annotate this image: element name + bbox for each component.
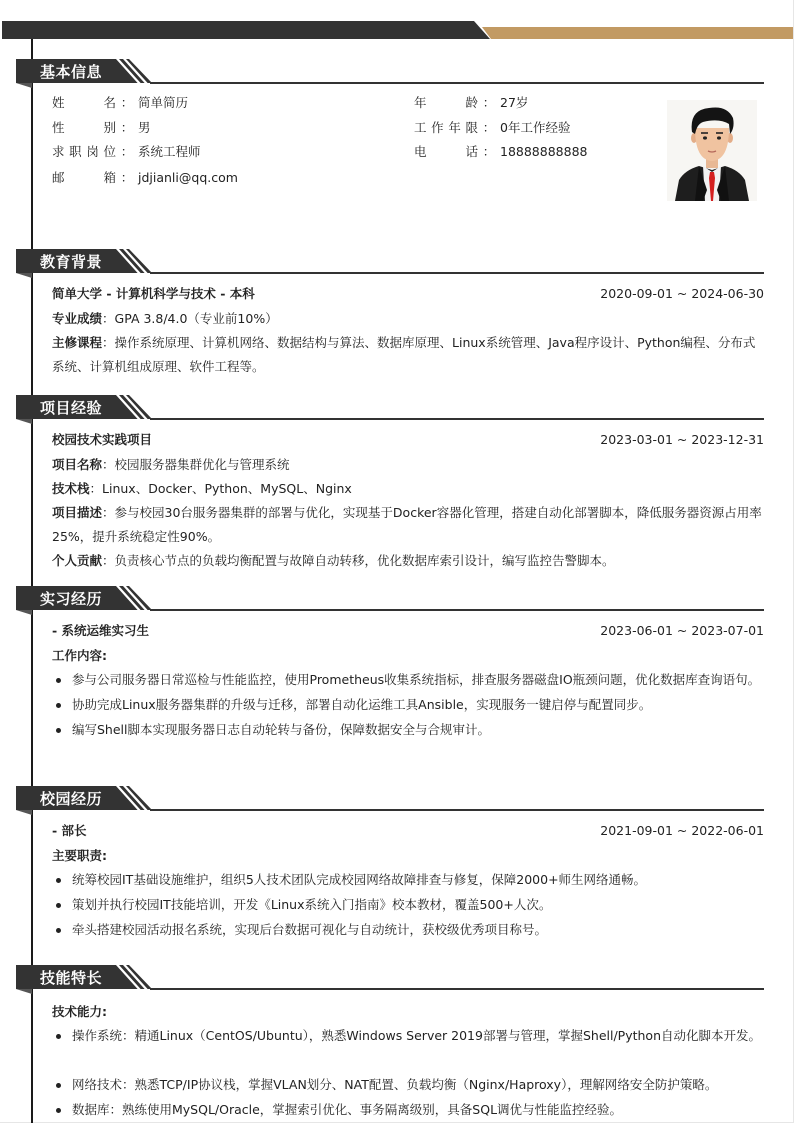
section-header bbox=[16, 249, 764, 278]
sub-label: 工作内容: bbox=[52, 647, 107, 663]
project-name: 校园技术实践项目 bbox=[52, 432, 153, 447]
sub-label: 主要职责: bbox=[52, 847, 107, 863]
date-range: 2023-06-01 ~ 2023-07-01 bbox=[600, 623, 764, 638]
section-title: 教育背景 bbox=[40, 253, 103, 271]
fold-decoration bbox=[16, 610, 32, 615]
project-field: 项目描述：参与校园30台服务器集群的部署与优化，实现基于Docker容器化管理，搭建自动化部署脚本，降低服务器资源占用率25%，提升系统稳定性90%。 bbox=[52, 504, 762, 544]
internship-content bbox=[16, 619, 764, 742]
info-phone: 电 话 ： 18888888888 bbox=[414, 140, 587, 164]
fold-decoration bbox=[16, 989, 32, 994]
project-field: 个人贡献：负责核心节点的负载均衡配置与故障自动转移，优化数据库索引设计，编写监控告警脚本。 bbox=[52, 552, 615, 568]
date-range: 2021-09-01 ~ 2022-06-01 bbox=[600, 823, 764, 838]
internship-header-row bbox=[52, 619, 764, 644]
project-field: 项目名称：校园服务器集群优化与管理系统 bbox=[52, 456, 290, 472]
section-rule bbox=[150, 809, 764, 811]
list-item: 统筹校园IT基础设施维护，组织5人技术团队完成校园网络故障排查与修复，保障2000+师生网络通畅。 bbox=[52, 868, 764, 892]
section-header bbox=[16, 965, 764, 994]
internship-list bbox=[52, 668, 764, 742]
fold-decoration bbox=[16, 83, 32, 88]
avatar-photo bbox=[667, 100, 757, 201]
section-rule bbox=[150, 82, 764, 84]
campus-role: - 部长 bbox=[52, 823, 87, 838]
project-header-row bbox=[52, 428, 764, 453]
section-header bbox=[16, 786, 764, 815]
section-title: 项目经验 bbox=[40, 399, 103, 417]
section-campus bbox=[16, 786, 764, 943]
skills-content bbox=[16, 1000, 764, 1122]
left-vertical-rule bbox=[31, 39, 33, 1123]
section-rule bbox=[150, 988, 764, 990]
info-value: 系统工程师 bbox=[138, 144, 201, 159]
sub-label: 技术能力: bbox=[52, 1004, 107, 1019]
campus-content bbox=[16, 819, 764, 942]
info-experience: 工 作 年 限 ： 0年工作经验 bbox=[414, 116, 570, 140]
list-item: 数据库：熟练使用MySQL/Oracle，掌握索引优化、事务隔离级别，具备SQL调优与性能监控经验。 bbox=[52, 1098, 764, 1122]
skills-list bbox=[52, 1024, 764, 1122]
campus-list bbox=[52, 868, 764, 942]
school-line: 简单大学 - 计算机科学与技术 - 本科 bbox=[52, 286, 255, 301]
info-label: 邮 箱 bbox=[52, 170, 116, 185]
list-item: 编写Shell脚本实现服务器日志自动轮转与备份，保障数据安全与合规审计。 bbox=[52, 718, 764, 742]
fold-decoration bbox=[16, 810, 32, 815]
info-label: 性 别 bbox=[52, 120, 116, 135]
section-education bbox=[16, 249, 764, 379]
gpa-line: 专业成绩：GPA 3.8/4.0（专业前10%） bbox=[52, 310, 278, 326]
section-rule bbox=[150, 609, 764, 611]
section-title: 技能特长 bbox=[40, 969, 103, 987]
project-field: 技术栈：Linux、Docker、Python、MySQL、Nginx bbox=[52, 480, 352, 496]
list-item: 操作系统：精通Linux（CentOS/Ubuntu），熟悉Windows Server 2019部署与管理，掌握Shell/Python自动化脚本开发。 bbox=[52, 1024, 764, 1048]
project-content bbox=[16, 428, 764, 573]
info-email: 邮 箱 ： jdjianli@qq.com bbox=[52, 166, 238, 190]
section-title: 基本信息 bbox=[40, 63, 103, 81]
list-item: 策划并执行校园IT技能培训，开发《Linux系统入门指南》校本教材，覆盖500+人次。 bbox=[52, 893, 764, 917]
info-label: 电 话 bbox=[414, 144, 478, 159]
fold-decoration bbox=[16, 273, 32, 278]
section-skills bbox=[16, 965, 764, 1123]
section-title: 校园经历 bbox=[40, 790, 103, 808]
info-gender: 性 别 ： 男 bbox=[52, 116, 151, 140]
info-value: jdjianli@qq.com bbox=[138, 170, 238, 185]
section-internship bbox=[16, 586, 764, 743]
list-item: 网络技术：熟悉TCP/IP协议栈，掌握VLAN划分、NAT配置、负载均衡（Nginx/Haproxy），理解网络安全防护策略。 bbox=[52, 1073, 764, 1097]
info-value: 18888888888 bbox=[500, 144, 588, 159]
education-content bbox=[16, 282, 764, 379]
section-header bbox=[16, 586, 764, 615]
list-item: 协助完成Linux服务器集群的升级与迁移，部署自动化运维工具Ansible，实现服务一键启停与配置同步。 bbox=[52, 693, 764, 717]
section-basic-info bbox=[16, 59, 764, 88]
list-item: 牵头搭建校园活动报名系统，实现后台数据可视化与自动统计，获校级优秀项目称号。 bbox=[52, 918, 764, 942]
list-item: 参与公司服务器日常巡检与性能监控，使用Prometheus收集系统指标，排查服务器磁盘IO瓶颈问题，优化数据库查询语句。 bbox=[52, 668, 764, 692]
info-value: 27岁 bbox=[500, 95, 529, 110]
info-position: 求 职 岗 位 ： 系统工程师 bbox=[52, 140, 201, 164]
info-value: 简单简历 bbox=[138, 95, 189, 110]
avatar-illustration bbox=[667, 100, 757, 201]
section-header bbox=[16, 395, 764, 424]
info-age: 年 龄 ： 27岁 bbox=[414, 91, 528, 115]
info-label: 求 职 岗 位 bbox=[52, 144, 116, 159]
info-value: 男 bbox=[138, 120, 151, 135]
section-rule bbox=[150, 272, 764, 274]
date-range: 2020-09-01 ~ 2024-06-30 bbox=[600, 286, 764, 301]
campus-header-row bbox=[52, 819, 764, 844]
education-header-row bbox=[52, 282, 764, 307]
top-bar-gold bbox=[482, 27, 793, 39]
courses-line: 主修课程：操作系统原理、计算机网络、数据结构与算法、数据库原理、Linux系统管理、Java程序设计、Python编程、分布式系统、计算机组成原理、软件工程等。 bbox=[52, 334, 756, 374]
section-title: 实习经历 bbox=[40, 590, 103, 608]
top-bar-dark bbox=[2, 21, 490, 39]
job-role: - 系统运维实习生 bbox=[52, 623, 150, 638]
info-name: 姓 名 ： 简单简历 bbox=[52, 91, 188, 115]
fold-decoration bbox=[16, 419, 32, 424]
info-label: 年 龄 bbox=[414, 95, 478, 110]
section-header bbox=[16, 59, 764, 88]
section-project bbox=[16, 395, 764, 573]
section-rule bbox=[150, 418, 764, 420]
info-value: 0年工作经验 bbox=[500, 120, 571, 135]
date-range: 2023-03-01 ~ 2023-12-31 bbox=[600, 432, 764, 447]
info-label: 工 作 年 限 bbox=[414, 120, 478, 135]
info-label: 姓 名 bbox=[52, 95, 116, 110]
